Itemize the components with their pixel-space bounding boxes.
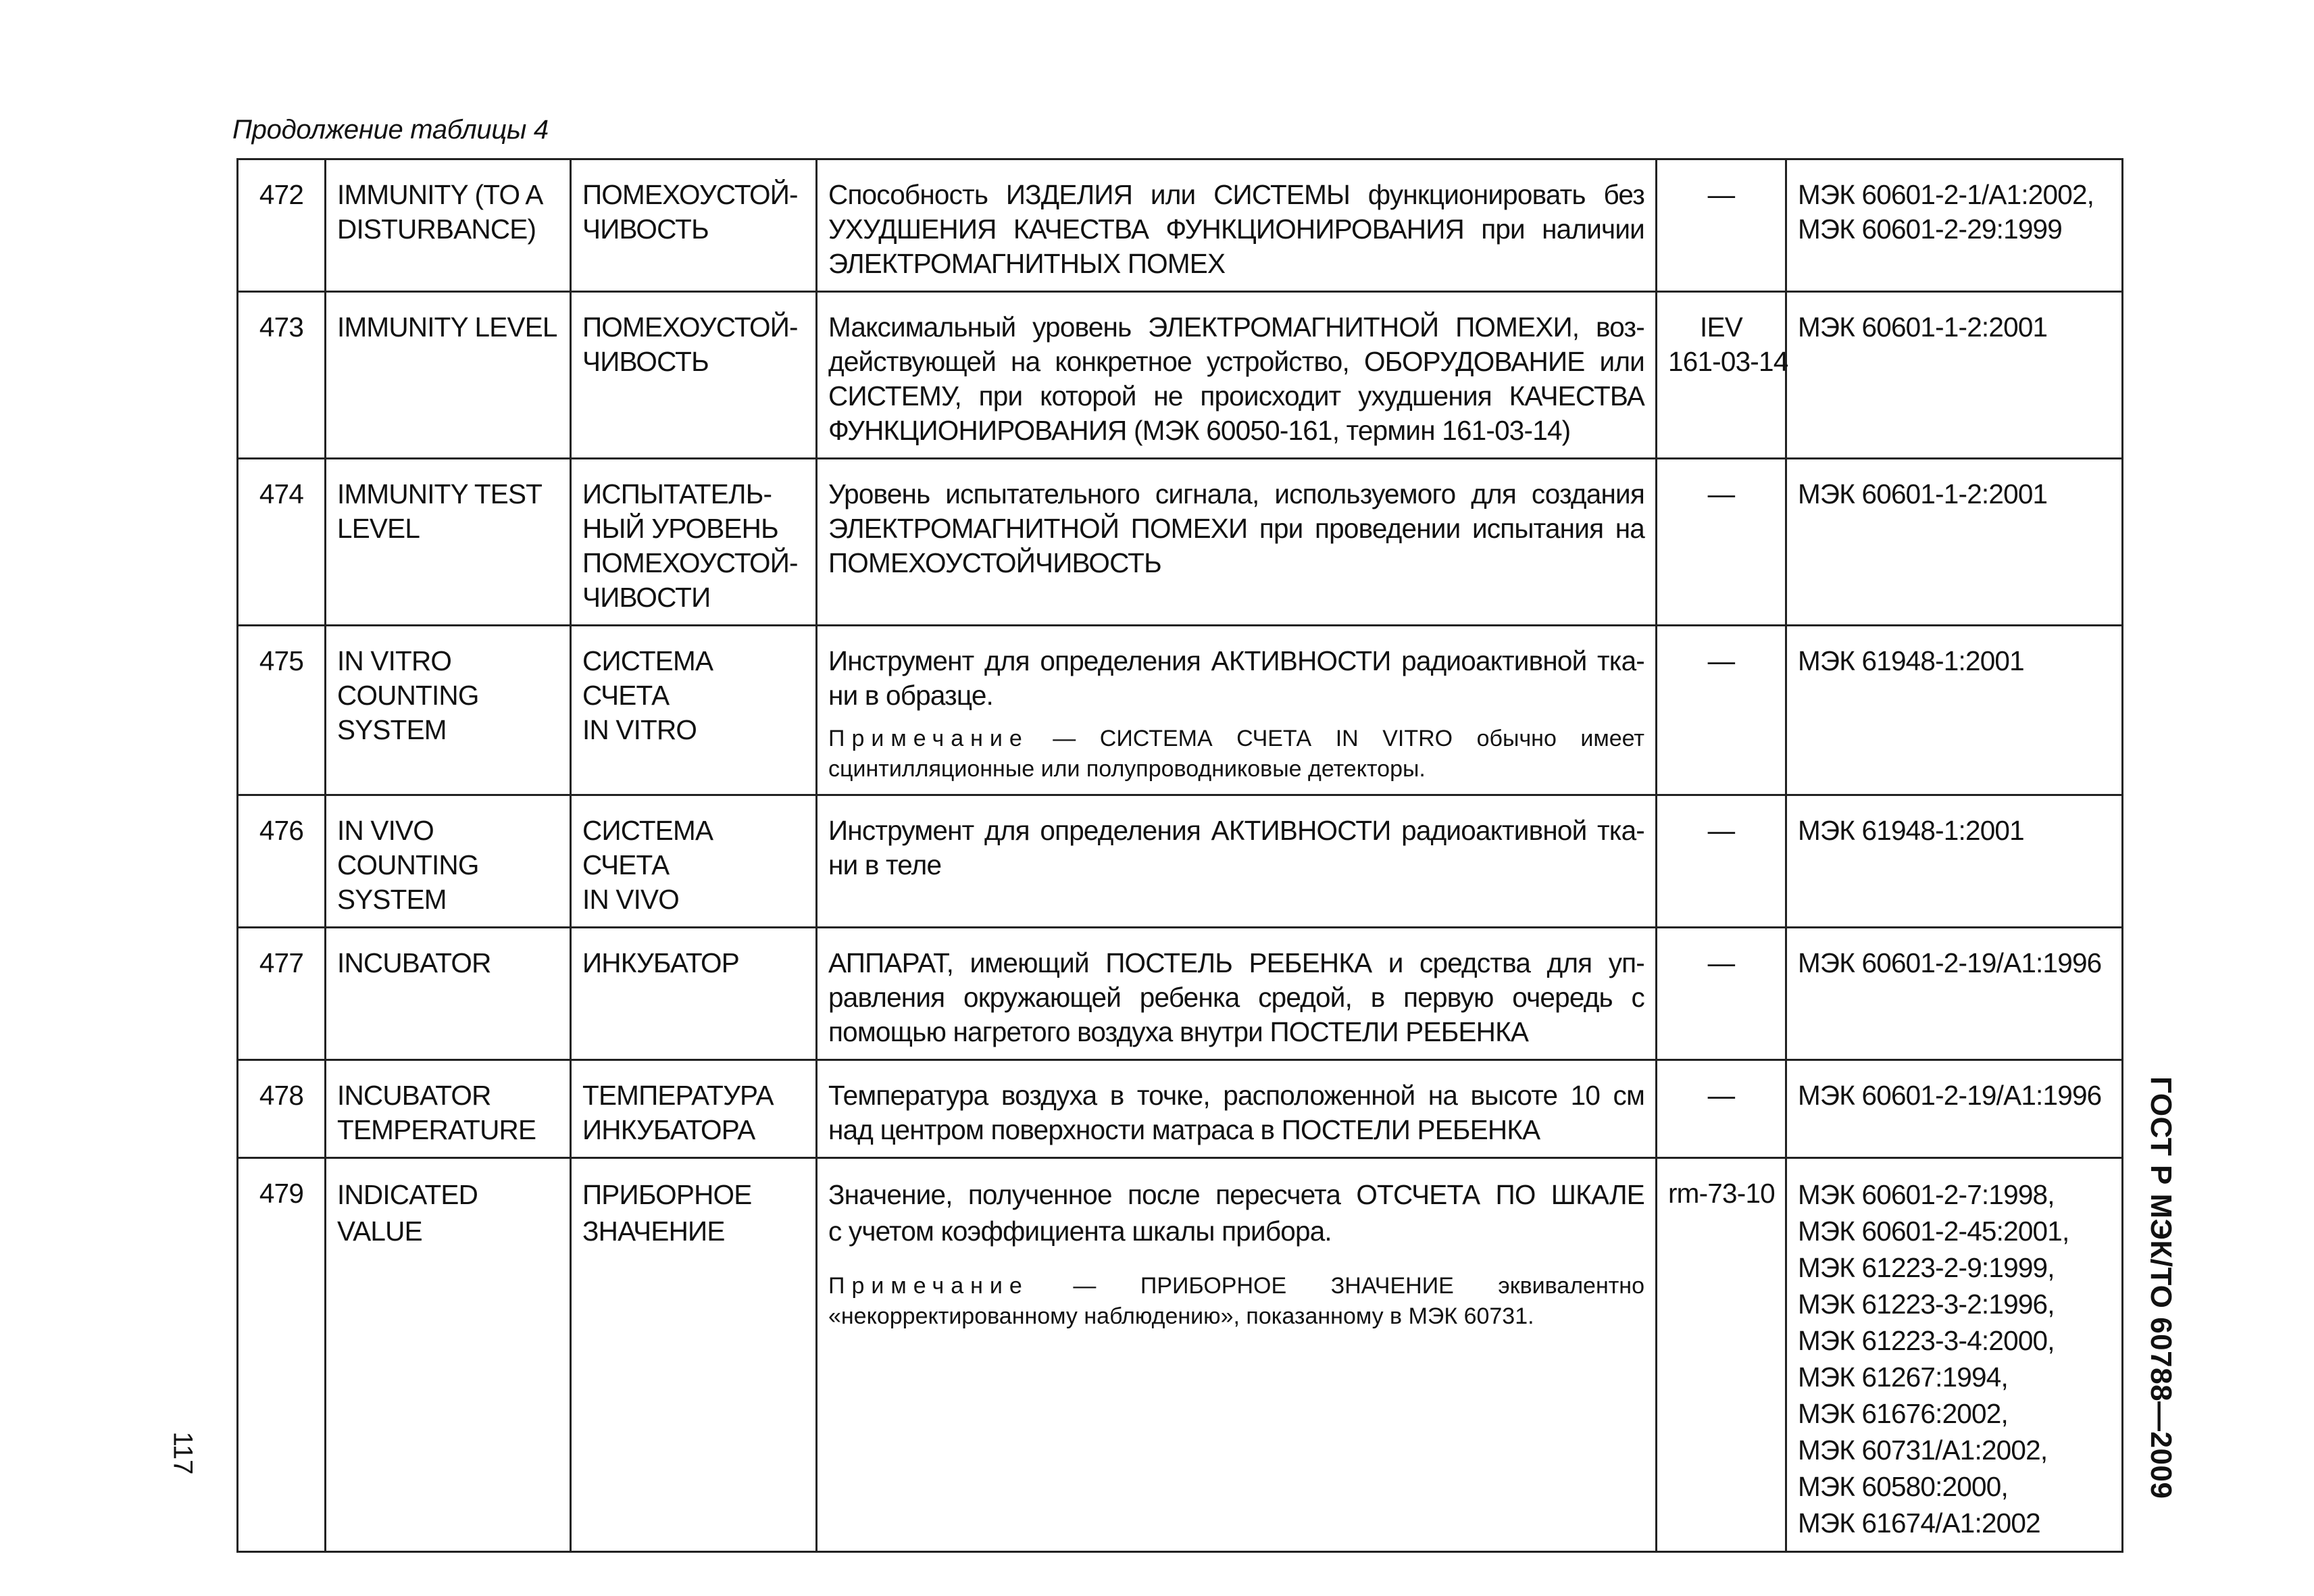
term-ru <box>571 1060 817 1158</box>
term-number-text: 475 <box>259 645 304 676</box>
definition-line: ни в теле <box>828 849 942 880</box>
term-en-line: DISTURBANCE) <box>337 214 536 245</box>
table-row <box>238 459 2123 626</box>
standard-line: МЭК 60601-2-19/A1:1996 <box>1798 1080 2102 1111</box>
reference-line: — <box>1707 815 1735 846</box>
standard-line: МЭК 61674/A1:2002 <box>1798 1507 2040 1539</box>
term-reference <box>1657 459 1786 626</box>
note-label: Примечание <box>828 1273 1029 1299</box>
definition-line: Температура воздуха в точке, расположенной на высоте 10 см <box>828 1080 1644 1111</box>
definition-line: Инструмент для определения АКТИВНОСТИ радиоактивной тка- <box>828 645 1644 676</box>
definition-line: СИСТЕМУ, при которой не происходит ухудшения КАЧЕСТВА <box>828 380 1644 412</box>
term-en <box>326 795 571 928</box>
term-ru-line: СЧЕТА <box>582 680 670 711</box>
standard-line: МЭК 60601-2-1/A1:2002, <box>1798 179 2094 210</box>
term-reference <box>1657 159 1786 292</box>
term-standards <box>1786 1060 2123 1158</box>
term-number-text: 479 <box>259 1178 304 1209</box>
term-number-text: 478 <box>259 1080 304 1111</box>
standard-line: МЭК 61267:1994, <box>1798 1362 2008 1393</box>
term-ru <box>571 459 817 626</box>
term-en <box>326 1060 571 1158</box>
term-number-text: 474 <box>259 478 304 509</box>
term-reference <box>1657 928 1786 1060</box>
term-ru-line: IN VIVO <box>582 884 679 915</box>
term-standards <box>1786 1158 2123 1552</box>
term-ru-line: ПОМЕХОУСТОЙ- <box>582 179 798 210</box>
terms-table-body <box>238 159 2123 1552</box>
definition-line: ПОМЕХОУСТОЙЧИВОСТЬ <box>828 547 1161 578</box>
term-definition <box>817 1060 1657 1158</box>
definition-note <box>828 1271 1644 1332</box>
term-standards <box>1786 795 2123 928</box>
reference-line: — <box>1707 179 1735 210</box>
definition-line: с учетом коэффициента шкалы прибора. <box>828 1216 1332 1247</box>
note-text: — СИСТЕМА СЧЕТА IN VITRO обычно имеет сцинтилляционные или полупроводниковые детекторы. <box>828 726 1644 782</box>
term-definition <box>817 292 1657 459</box>
term-en <box>326 159 571 292</box>
term-ru-line: ЗНАЧЕНИЕ <box>582 1216 725 1247</box>
term-reference <box>1657 1060 1786 1158</box>
term-definition <box>817 928 1657 1060</box>
term-definition <box>817 795 1657 928</box>
term-en-line: VALUE <box>337 1216 422 1247</box>
term-number <box>238 1158 326 1552</box>
term-standards <box>1786 459 2123 626</box>
term-en-line: COUNTING <box>337 680 479 711</box>
term-ru <box>571 626 817 795</box>
definition-line: ЭЛЕКТРОМАГНИТНОЙ ПОМЕХИ при проведении испытания на <box>828 513 1644 544</box>
reference-line: — <box>1707 645 1735 676</box>
term-ru-line: ПРИБОРНОЕ <box>582 1179 752 1210</box>
definition-line: Способность ИЗДЕЛИЯ или СИСТЕМЫ функционировать без <box>828 179 1644 210</box>
definition-line: Максимальный уровень ЭЛЕКТРОМАГНИТНОЙ ПОМЕХИ, воз- <box>828 311 1644 343</box>
table-row <box>238 928 2123 1060</box>
term-ru-line: ИСПЫТАТЕЛЬ- <box>582 478 772 509</box>
term-ru <box>571 292 817 459</box>
note-text: — ПРИБОРНОЕ ЗНАЧЕНИЕ эквивалентно «некорректированному наблюдению», показанному в МЭК 60731. <box>828 1273 1644 1329</box>
reference-line: — <box>1707 947 1735 978</box>
table-row <box>238 795 2123 928</box>
term-en <box>326 928 571 1060</box>
term-ru-line: НЫЙ УРОВЕНЬ <box>582 513 778 544</box>
term-standards <box>1786 159 2123 292</box>
term-en-line: IMMUNITY LEVEL <box>337 311 557 343</box>
term-ru-line: ПОМЕХОУСТОЙ- <box>582 547 798 578</box>
term-ru-line: ЧИВОСТЬ <box>582 346 709 377</box>
term-reference <box>1657 292 1786 459</box>
note-gap <box>828 1249 1644 1260</box>
standard-line: МЭК 60580:2000, <box>1798 1471 2008 1502</box>
term-en-line: LEVEL <box>337 513 420 544</box>
definition-line: УХУДШЕНИЯ КАЧЕСТВА ФУНКЦИОНИРОВАНИЯ при наличии <box>828 214 1644 245</box>
standard-line: МЭК 61948-1:2001 <box>1798 815 2024 846</box>
table-caption: Продолжение таблицы 4 <box>232 115 549 145</box>
term-ru-line: СЧЕТА <box>582 849 670 880</box>
reference-line: — <box>1707 1080 1735 1111</box>
term-en-line: SYSTEM <box>337 714 447 745</box>
definition-note <box>828 724 1644 784</box>
definition-line: помощью нагретого воздуха внутри ПОСТЕЛИ РЕБЕНКА <box>828 1016 1529 1047</box>
term-en-line: IMMUNITY TEST <box>337 478 543 509</box>
term-standards <box>1786 292 2123 459</box>
term-ru <box>571 159 817 292</box>
term-ru <box>571 795 817 928</box>
definition-line: ФУНКЦИОНИРОВАНИЯ (МЭК 60050-161, термин 161-03-14) <box>828 415 1571 446</box>
term-en-line: IN VIVO <box>337 815 434 846</box>
term-number-text: 472 <box>259 179 304 210</box>
definition-line: Уровень испытательного сигнала, используемого для создания <box>828 478 1644 509</box>
term-ru <box>571 928 817 1060</box>
term-number <box>238 292 326 459</box>
term-number <box>238 928 326 1060</box>
standard-line: МЭК 60731/A1:2002, <box>1798 1435 2048 1466</box>
term-number-text: 476 <box>259 815 304 846</box>
terms-table <box>236 158 2123 1553</box>
term-ru-line: ИНКУБАТОРА <box>582 1114 755 1145</box>
definition-line: АППАРАТ, имеющий ПОСТЕЛЬ РЕБЕНКА и средства для уп- <box>828 947 1644 978</box>
definition-line: над центром поверхности матраса в ПОСТЕЛИ РЕБЕНКА <box>828 1114 1540 1145</box>
term-en-line: SYSTEM <box>337 884 447 915</box>
standard-line: МЭК 61948-1:2001 <box>1798 645 2024 676</box>
term-en-line: INDICATED <box>337 1179 478 1210</box>
note-label: Примечание <box>828 726 1029 751</box>
term-number <box>238 459 326 626</box>
term-number <box>238 1060 326 1158</box>
term-number-text: 477 <box>259 947 304 978</box>
term-reference <box>1657 1158 1786 1552</box>
term-en-line: IN VITRO <box>337 645 452 676</box>
term-en-line: INCUBATOR <box>337 1080 491 1111</box>
definition-line: Инструмент для определения АКТИВНОСТИ радиоактивной тка- <box>828 815 1644 846</box>
table-row <box>238 1060 2123 1158</box>
term-ru-line: ИНКУБАТОР <box>582 947 739 978</box>
term-en <box>326 1158 571 1552</box>
term-en-line: INCUBATOR <box>337 947 491 978</box>
term-ru-line: ЧИВОСТИ <box>582 582 711 613</box>
standard-line: МЭК 60601-2-7:1998, <box>1798 1179 2055 1210</box>
term-standards <box>1786 626 2123 795</box>
term-number <box>238 159 326 292</box>
standard-line: МЭК 60601-2-29:1999 <box>1798 214 2063 245</box>
term-en-line: TEMPERATURE <box>337 1114 536 1145</box>
term-standards <box>1786 928 2123 1060</box>
reference-line: 161-03-14 <box>1668 346 1788 377</box>
definition-line: ЭЛЕКТРОМАГНИТНЫХ ПОМЕХ <box>828 248 1226 279</box>
reference-line: rm-73-10 <box>1668 1178 1775 1209</box>
term-ru <box>571 1158 817 1552</box>
term-number <box>238 626 326 795</box>
standard-line: МЭК 61223-3-2:1996, <box>1798 1289 2055 1320</box>
definition-line: равления окружающей ребенка средой, в первую очередь с <box>828 982 1644 1013</box>
term-definition <box>817 626 1657 795</box>
table-row <box>238 292 2123 459</box>
term-ru-line: СИСТЕМА <box>582 645 713 676</box>
term-reference <box>1657 795 1786 928</box>
term-ru-line: СИСТЕМА <box>582 815 713 846</box>
term-en <box>326 292 571 459</box>
standard-line: МЭК 60601-1-2:2001 <box>1798 478 2048 509</box>
term-ru-line: IN VITRO <box>582 714 697 745</box>
term-number-text: 473 <box>259 311 304 343</box>
definition-line: Значение, полученное после пересчета ОТСЧЕТА ПО ШКАЛЕ <box>828 1179 1644 1210</box>
term-definition <box>817 1158 1657 1552</box>
term-ru-line: ТЕМПЕРАТУРА <box>582 1080 774 1111</box>
term-number <box>238 795 326 928</box>
term-reference <box>1657 626 1786 795</box>
table-row <box>238 1158 2123 1552</box>
page-number: 117 <box>168 1431 198 1475</box>
table-row <box>238 626 2123 795</box>
term-definition <box>817 159 1657 292</box>
standard-line: МЭК 61223-2-9:1999, <box>1798 1252 2055 1283</box>
standard-line: МЭК 60601-2-45:2001, <box>1798 1216 2069 1247</box>
term-en <box>326 459 571 626</box>
standard-line: МЭК 61676:2002, <box>1798 1398 2008 1429</box>
reference-line: IEV <box>1700 311 1742 343</box>
term-en-line: IMMUNITY (TO A <box>337 179 543 210</box>
term-ru-line: ЧИВОСТЬ <box>582 214 709 245</box>
document-code: ГОСТ Р МЭК/ТО 60788—2009 <box>2144 1076 2178 1499</box>
definition-line: действующей на конкретное устройство, ОБОРУДОВАНИЕ или <box>828 346 1644 377</box>
standard-line: МЭК 60601-2-19/A1:1996 <box>1798 947 2102 978</box>
definition-line: ни в образце. <box>828 680 994 711</box>
term-en <box>326 626 571 795</box>
term-ru-line: ПОМЕХОУСТОЙ- <box>582 311 798 343</box>
standard-line: МЭК 61223-3-4:2000, <box>1798 1325 2055 1356</box>
table-row <box>238 159 2123 292</box>
term-en-line: COUNTING <box>337 849 479 880</box>
reference-line: — <box>1707 478 1735 509</box>
term-definition <box>817 459 1657 626</box>
standard-line: МЭК 60601-1-2:2001 <box>1798 311 2048 343</box>
